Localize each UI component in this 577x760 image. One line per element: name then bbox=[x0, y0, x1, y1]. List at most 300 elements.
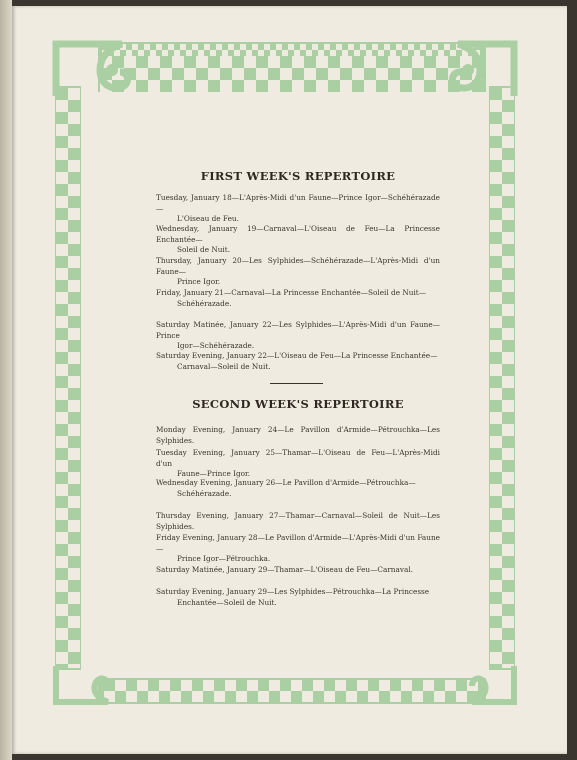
border-square bbox=[352, 80, 364, 92]
border-square bbox=[56, 544, 68, 556]
border-square bbox=[502, 580, 514, 592]
border-square bbox=[234, 44, 240, 50]
border-square bbox=[246, 44, 252, 50]
border-square bbox=[423, 691, 434, 702]
border-square bbox=[276, 50, 282, 56]
border-square bbox=[196, 80, 208, 92]
border-square bbox=[264, 44, 270, 50]
border-square bbox=[174, 44, 180, 50]
border-square bbox=[56, 436, 68, 448]
border-square bbox=[490, 496, 502, 508]
border-square bbox=[306, 50, 312, 56]
border-square bbox=[276, 44, 282, 50]
border-square bbox=[148, 56, 160, 68]
border-square bbox=[423, 680, 434, 691]
border-square bbox=[490, 652, 502, 664]
border-top-line bbox=[55, 42, 515, 44]
border-square bbox=[56, 412, 68, 424]
border-square bbox=[436, 80, 448, 92]
border-square bbox=[490, 340, 502, 352]
border-square bbox=[68, 256, 80, 268]
border-square bbox=[68, 280, 80, 292]
border-square bbox=[490, 508, 502, 520]
border-square bbox=[490, 412, 502, 424]
border-square bbox=[216, 44, 222, 50]
border-square bbox=[228, 44, 234, 50]
border-square bbox=[412, 680, 423, 691]
border-square bbox=[220, 56, 232, 68]
border-square bbox=[502, 364, 514, 376]
border-square bbox=[150, 50, 156, 56]
border-square bbox=[412, 68, 424, 80]
border-square bbox=[56, 100, 68, 112]
border-square bbox=[342, 50, 348, 56]
border-square bbox=[306, 44, 312, 50]
border-square bbox=[456, 680, 467, 691]
border-square bbox=[490, 208, 502, 220]
border-square bbox=[420, 50, 426, 56]
border-square bbox=[68, 664, 80, 668]
border-square bbox=[56, 364, 68, 376]
border-square bbox=[490, 184, 502, 196]
border-square bbox=[120, 50, 126, 56]
border-square bbox=[115, 680, 126, 691]
border-square bbox=[68, 328, 80, 340]
border-square bbox=[68, 376, 80, 388]
border-square bbox=[502, 352, 514, 364]
border-square bbox=[324, 44, 330, 50]
border-square bbox=[170, 680, 181, 691]
border-square bbox=[336, 44, 342, 50]
border-square bbox=[502, 616, 514, 628]
border-square bbox=[68, 244, 80, 256]
border-square bbox=[502, 184, 514, 196]
border-square bbox=[180, 50, 186, 56]
border-square bbox=[56, 268, 68, 280]
border-square bbox=[56, 508, 68, 520]
border-square bbox=[328, 56, 340, 68]
border-square bbox=[502, 160, 514, 172]
border-square bbox=[436, 56, 448, 68]
border-square bbox=[225, 691, 236, 702]
border-square bbox=[56, 580, 68, 592]
border-square bbox=[252, 50, 258, 56]
border-square bbox=[220, 80, 232, 92]
border-square bbox=[240, 44, 246, 50]
border-square bbox=[342, 44, 348, 50]
border-square bbox=[136, 68, 148, 80]
border-square bbox=[502, 376, 514, 388]
border-square bbox=[490, 88, 502, 100]
section-divider bbox=[270, 383, 323, 384]
border-square bbox=[448, 56, 460, 68]
border-square bbox=[291, 680, 302, 691]
border-square bbox=[181, 680, 192, 691]
border-square bbox=[490, 292, 502, 304]
border-square bbox=[68, 580, 80, 592]
border-square bbox=[502, 472, 514, 484]
border-square bbox=[490, 172, 502, 184]
border-square bbox=[192, 50, 198, 56]
border-square bbox=[68, 568, 80, 580]
border-square bbox=[174, 50, 180, 56]
border-square bbox=[313, 691, 324, 702]
list-item: Monday Evening, January 24—Le Pavillon d'Armide—Pétrouchka—Les Sylphides. bbox=[156, 425, 440, 445]
border-square bbox=[408, 50, 414, 56]
border-square bbox=[490, 220, 502, 232]
border-square bbox=[148, 68, 160, 80]
border-square bbox=[502, 592, 514, 604]
border-square bbox=[502, 316, 514, 328]
border-square bbox=[68, 268, 80, 280]
border-square bbox=[502, 424, 514, 436]
border-square bbox=[300, 44, 306, 50]
border-square bbox=[68, 544, 80, 556]
border-square bbox=[490, 472, 502, 484]
border-square bbox=[246, 50, 252, 56]
border-square bbox=[357, 680, 368, 691]
border-square bbox=[114, 50, 120, 56]
border-square bbox=[136, 56, 148, 68]
list-item: Thursday Evening, January 27—Thamar—Carnaval—Soleil de Nuit—Les Sylphides. bbox=[156, 511, 440, 531]
border-square bbox=[68, 304, 80, 316]
border-square bbox=[68, 604, 80, 616]
border-square bbox=[172, 56, 184, 68]
border-square bbox=[56, 484, 68, 496]
border-square bbox=[502, 232, 514, 244]
border-square bbox=[204, 50, 210, 56]
border-square bbox=[490, 160, 502, 172]
border-square bbox=[502, 280, 514, 292]
border-square bbox=[490, 232, 502, 244]
border-square bbox=[56, 244, 68, 256]
border-square bbox=[184, 68, 196, 80]
border-square bbox=[368, 691, 379, 702]
list-item: Tuesday Evening, January 25—Thamar—L'Oiseau de Feu—L'Après-Midi d'un Faune—Prince Igor. bbox=[156, 448, 440, 478]
border-square bbox=[434, 691, 445, 702]
border-square bbox=[490, 256, 502, 268]
border-bottom-line bbox=[55, 702, 515, 704]
border-square bbox=[316, 80, 328, 92]
border-square bbox=[268, 56, 280, 68]
border-square bbox=[490, 580, 502, 592]
border-square bbox=[354, 50, 360, 56]
border-square bbox=[181, 691, 192, 702]
border-square bbox=[292, 80, 304, 92]
border-square bbox=[502, 340, 514, 352]
list-item: Saturday Evening, January 22—L'Oiseau de Feu—La Princesse Enchantée— Carnaval—Soleil de Nuit. bbox=[156, 351, 438, 371]
border-square bbox=[162, 44, 168, 50]
border-square bbox=[56, 340, 68, 352]
border-square bbox=[186, 44, 192, 50]
border-square bbox=[68, 508, 80, 520]
border-square bbox=[216, 50, 222, 56]
border-square bbox=[388, 80, 400, 92]
border-square bbox=[490, 400, 502, 412]
border-square bbox=[186, 50, 192, 56]
border-square bbox=[376, 56, 388, 68]
border-square bbox=[376, 68, 388, 80]
border-square bbox=[56, 592, 68, 604]
border-square bbox=[490, 448, 502, 460]
border-square bbox=[438, 44, 444, 50]
border-square bbox=[490, 568, 502, 580]
border-square bbox=[340, 56, 352, 68]
border-square bbox=[502, 628, 514, 640]
border-square bbox=[388, 68, 400, 80]
border-square bbox=[56, 184, 68, 196]
list-item: Thursday, January 20—Les Sylphides—Schéhérazade—L'Après-Midi d'un Faune— Prince Igor. bbox=[156, 256, 440, 286]
border-square bbox=[56, 112, 68, 124]
border-square bbox=[68, 472, 80, 484]
border-square bbox=[172, 68, 184, 80]
border-square bbox=[56, 556, 68, 568]
border-square bbox=[68, 628, 80, 640]
first-week-heading: FIRST WEEK'S REPERTOIRE bbox=[200, 169, 396, 183]
border-square bbox=[368, 680, 379, 691]
border-square bbox=[68, 208, 80, 220]
border-square bbox=[144, 44, 150, 50]
border-square bbox=[490, 112, 502, 124]
border-square bbox=[210, 44, 216, 50]
border-square bbox=[502, 172, 514, 184]
border-square bbox=[280, 56, 292, 68]
border-square bbox=[388, 56, 400, 68]
border-square bbox=[354, 44, 360, 50]
border-square bbox=[324, 680, 335, 691]
border-square bbox=[56, 376, 68, 388]
border-square bbox=[304, 68, 316, 80]
border-square bbox=[490, 616, 502, 628]
border-square bbox=[228, 50, 234, 56]
border-square bbox=[490, 268, 502, 280]
border-square bbox=[318, 44, 324, 50]
border-square bbox=[234, 50, 240, 56]
border-square bbox=[56, 160, 68, 172]
border-square bbox=[208, 80, 220, 92]
border-square bbox=[258, 691, 269, 702]
border-square bbox=[56, 220, 68, 232]
border-square bbox=[372, 44, 378, 50]
border-square bbox=[56, 424, 68, 436]
border-square bbox=[68, 220, 80, 232]
border-square bbox=[348, 44, 354, 50]
border-square bbox=[170, 691, 181, 702]
border-square bbox=[346, 691, 357, 702]
border-square bbox=[292, 68, 304, 80]
border-square bbox=[414, 44, 420, 50]
border-square bbox=[56, 604, 68, 616]
border-square bbox=[220, 68, 232, 80]
border-square bbox=[502, 520, 514, 532]
border-square bbox=[335, 691, 346, 702]
border-square bbox=[312, 44, 318, 50]
border-square bbox=[68, 232, 80, 244]
border-square bbox=[222, 44, 228, 50]
border-square bbox=[56, 352, 68, 364]
border-square bbox=[502, 436, 514, 448]
border-square bbox=[198, 44, 204, 50]
border-square bbox=[269, 680, 280, 691]
list-item: Friday Evening, January 28—Le Pavillon d'Armide—L'Après-Midi d'un Faune— Prince Igor—Pétrouchka. bbox=[156, 533, 440, 563]
border-square bbox=[502, 136, 514, 148]
border-square bbox=[244, 56, 256, 68]
border-square bbox=[490, 556, 502, 568]
border-square bbox=[56, 520, 68, 532]
border-square bbox=[214, 691, 225, 702]
border-square bbox=[424, 68, 436, 80]
border-square bbox=[172, 80, 184, 92]
border-square bbox=[291, 691, 302, 702]
border-square bbox=[312, 50, 318, 56]
border-square bbox=[168, 44, 174, 50]
border-square bbox=[68, 364, 80, 376]
border-square bbox=[490, 604, 502, 616]
border-square bbox=[68, 136, 80, 148]
border-square bbox=[390, 691, 401, 702]
border-square bbox=[288, 44, 294, 50]
border-square bbox=[256, 56, 268, 68]
border-square bbox=[357, 691, 368, 702]
border-square bbox=[56, 472, 68, 484]
border-square bbox=[68, 112, 80, 124]
scroll-ornament bbox=[106, 64, 118, 76]
border-square bbox=[56, 616, 68, 628]
border-square bbox=[412, 56, 424, 68]
border-square bbox=[56, 280, 68, 292]
border-square bbox=[148, 691, 159, 702]
border-square bbox=[232, 80, 244, 92]
border-square bbox=[68, 100, 80, 112]
border-square bbox=[56, 328, 68, 340]
border-square bbox=[502, 112, 514, 124]
border-square bbox=[56, 628, 68, 640]
border-square bbox=[203, 691, 214, 702]
border-square bbox=[335, 680, 346, 691]
border-square bbox=[490, 364, 502, 376]
border-square bbox=[282, 50, 288, 56]
border-square bbox=[502, 544, 514, 556]
border-square bbox=[68, 124, 80, 136]
border-square bbox=[264, 50, 270, 56]
border-square bbox=[340, 80, 352, 92]
border-square bbox=[424, 80, 436, 92]
border-square bbox=[252, 44, 258, 50]
border-square bbox=[502, 256, 514, 268]
border-square bbox=[68, 148, 80, 160]
border-square bbox=[232, 56, 244, 68]
list-item: Wednesday Evening, January 26—Le Pavillon d'Armide—Pétrouchka— Schéhérazade. bbox=[156, 478, 416, 498]
border-square bbox=[68, 352, 80, 364]
border-square bbox=[490, 100, 502, 112]
border-square bbox=[490, 328, 502, 340]
border-square bbox=[424, 56, 436, 68]
border-square bbox=[56, 256, 68, 268]
border-square bbox=[208, 56, 220, 68]
border-square bbox=[490, 628, 502, 640]
border-square bbox=[222, 50, 228, 56]
border-square bbox=[126, 50, 132, 56]
border-square bbox=[502, 532, 514, 544]
border-square bbox=[450, 44, 456, 50]
scroll-ornament bbox=[462, 64, 474, 76]
border-square bbox=[280, 80, 292, 92]
border-square bbox=[400, 80, 412, 92]
border-square bbox=[408, 44, 414, 50]
border-square bbox=[432, 50, 438, 56]
border-square bbox=[313, 680, 324, 691]
border-square bbox=[456, 50, 462, 56]
border-square bbox=[68, 292, 80, 304]
border-square bbox=[366, 44, 372, 50]
border-square bbox=[150, 44, 156, 50]
border-square bbox=[68, 592, 80, 604]
border-square bbox=[292, 56, 304, 68]
border-square bbox=[412, 691, 423, 702]
border-square bbox=[378, 50, 384, 56]
border-square bbox=[502, 652, 514, 664]
border-square bbox=[502, 388, 514, 400]
border-square bbox=[56, 640, 68, 652]
border-square bbox=[258, 50, 264, 56]
border-square bbox=[56, 196, 68, 208]
border-square bbox=[144, 50, 150, 56]
border-square bbox=[280, 691, 291, 702]
border-square bbox=[192, 680, 203, 691]
border-square bbox=[160, 56, 172, 68]
border-square bbox=[366, 50, 372, 56]
border-square bbox=[390, 44, 396, 50]
border-square bbox=[160, 80, 172, 92]
border-square bbox=[256, 68, 268, 80]
facing-page-edge bbox=[0, 0, 12, 760]
border-square bbox=[56, 532, 68, 544]
border-square bbox=[68, 640, 80, 652]
border-square bbox=[438, 50, 444, 56]
border-square bbox=[56, 496, 68, 508]
border-square bbox=[502, 208, 514, 220]
border-square bbox=[330, 50, 336, 56]
border-square bbox=[336, 50, 342, 56]
border-square bbox=[502, 148, 514, 160]
border-square bbox=[444, 50, 450, 56]
border-square bbox=[396, 44, 402, 50]
border-square bbox=[203, 680, 214, 691]
border-square bbox=[502, 244, 514, 256]
border-square bbox=[490, 484, 502, 496]
border-square bbox=[400, 56, 412, 68]
border-square bbox=[68, 88, 80, 100]
border-square bbox=[302, 691, 313, 702]
border-square bbox=[502, 328, 514, 340]
border-square bbox=[502, 508, 514, 520]
border-square bbox=[340, 68, 352, 80]
border-square bbox=[56, 136, 68, 148]
border-square bbox=[68, 316, 80, 328]
border-square bbox=[502, 640, 514, 652]
border-square bbox=[384, 50, 390, 56]
border-square bbox=[258, 44, 264, 50]
border-square bbox=[360, 44, 366, 50]
border-square bbox=[268, 80, 280, 92]
list-item: Saturday Evening, January 29—Les Sylphides—Pétrouchka—La Princesse Enchantée—Soleil de Nuit. bbox=[156, 587, 430, 607]
border-square bbox=[68, 388, 80, 400]
border-square bbox=[56, 172, 68, 184]
border-square bbox=[56, 568, 68, 580]
border-square bbox=[490, 148, 502, 160]
border-square bbox=[360, 50, 366, 56]
border-square bbox=[258, 680, 269, 691]
